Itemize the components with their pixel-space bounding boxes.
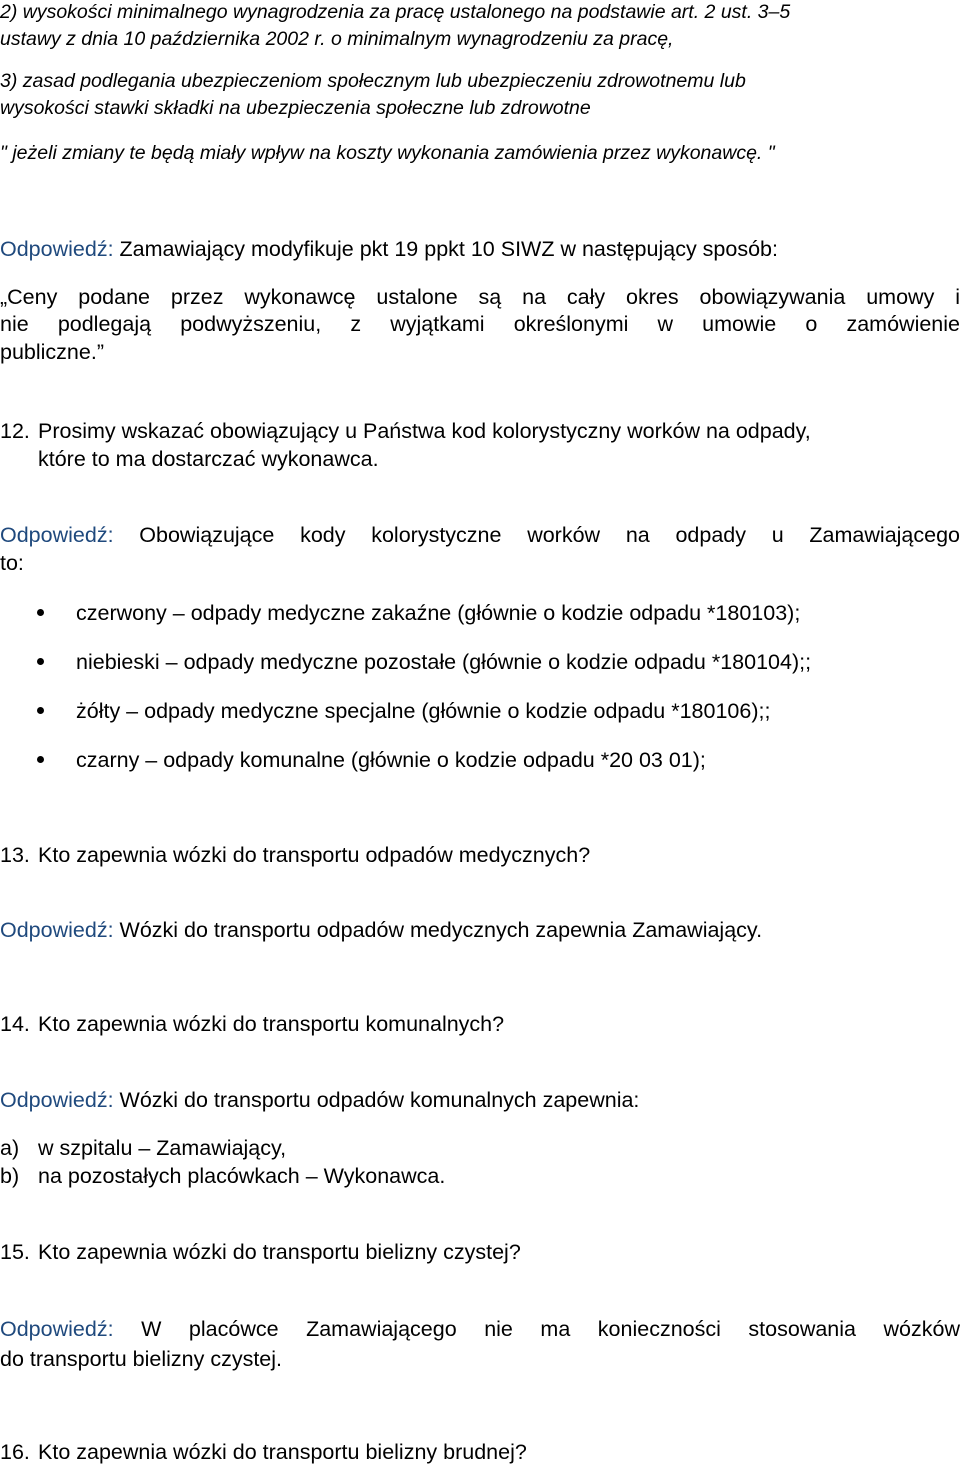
bullet-icon xyxy=(37,756,44,763)
question-14-text: Kto zapewnia wózki do transportu komunalnych? xyxy=(38,1012,505,1036)
list-item-text: czerwony – odpady medyczne zakaźne (głównie o kodzie odpadu *180103); xyxy=(76,601,801,625)
bullet-icon xyxy=(37,707,44,714)
intro-line-5: " jeżeli zmiany te będą miały wpływ na koszty wykonania zamówienia przez wykonawcę. " xyxy=(0,142,775,164)
answer-14 xyxy=(0,1087,960,1113)
intro-line-2: ustawy z dnia 10 października 2002 r. o minimalnym wynagrodzeniu za pracę, xyxy=(0,28,674,50)
list-item-text: żółty – odpady medyczne specjalne (głównie o kodzie odpadu *180106);; xyxy=(76,699,771,723)
answer-label: Odpowiedź: xyxy=(0,237,114,261)
answer-15 xyxy=(0,1316,960,1342)
question-13 xyxy=(0,842,960,868)
list-item xyxy=(0,1135,960,1161)
answer-11-quote-line-2: nie podlegają podwyższeniu, z wyjątkami określonymi w umowie o zamówienie xyxy=(0,312,960,336)
question-15 xyxy=(0,1239,960,1265)
answer-11 xyxy=(0,236,960,262)
answer-15-line-2: do transportu bielizny czystej. xyxy=(0,1347,283,1371)
answer-11-quote-line-3: publiczne.” xyxy=(0,340,104,364)
list-item-text: niebieski – odpady medyczne pozostałe (głównie o kodzie odpadu *180104);; xyxy=(76,650,812,674)
question-16-text: Kto zapewnia wózki do transportu bielizny brudnej? xyxy=(38,1440,527,1464)
list-item xyxy=(0,1163,960,1189)
bullet-icon xyxy=(37,658,44,665)
intro-line-3: 3) zasad podlegania ubezpieczeniom społecznym lub ubezpieczeniu zdrowotnemu lub xyxy=(0,70,746,92)
question-16 xyxy=(0,1439,960,1465)
question-14 xyxy=(0,1011,960,1037)
list-item-letter: a) xyxy=(0,1136,20,1160)
intro-line-1: 2) wysokości minimalnego wynagrodzenia za pracę ustalonego na podstawie art. 2 ust. 3–5 xyxy=(0,1,791,23)
question-number: 12. xyxy=(0,419,30,443)
question-number: 13. xyxy=(0,843,30,867)
answer-12-line-2: to: xyxy=(0,551,24,575)
answer-15-line-1: W placówce Zamawiającego nie ma konieczności stosowania wózków xyxy=(141,1317,960,1341)
list-item-text: w szpitalu – Zamawiający, xyxy=(38,1136,287,1160)
intro-line-4: wysokości stawki składki na ubezpieczenia społeczne lub zdrowotne xyxy=(0,97,591,119)
answer-14-text: Wózki do transportu odpadów komunalnych zapewnia: xyxy=(119,1088,640,1112)
answer-label: Odpowiedź: xyxy=(0,1317,114,1341)
bullet-icon xyxy=(37,609,44,616)
question-number: 16. xyxy=(0,1440,30,1464)
answer-11-text: Zamawiający modyfikuje pkt 19 ppkt 10 SIWZ w następujący sposób: xyxy=(119,237,778,261)
answer-13 xyxy=(0,917,960,943)
answer-label: Odpowiedź: xyxy=(0,523,114,547)
answer-11-quote-line-1: „Ceny podane przez wykonawcę ustalone są na cały okres obowiązywania umowy i xyxy=(0,285,960,309)
list-item-letter: b) xyxy=(0,1164,20,1188)
list-item-text: na pozostałych placówkach – Wykonawca. xyxy=(38,1164,446,1188)
question-number: 15. xyxy=(0,1240,30,1264)
answer-13-text: Wózki do transportu odpadów medycznych zapewnia Zamawiający. xyxy=(119,918,763,942)
list-item-text: czarny – odpady komunalne (głównie o kodzie odpadu *20 03 01); xyxy=(76,748,706,772)
question-15-text: Kto zapewnia wózki do transportu bielizny czystej? xyxy=(38,1240,521,1264)
question-12 xyxy=(0,418,960,444)
question-number: 14. xyxy=(0,1012,30,1036)
question-13-text: Kto zapewnia wózki do transportu odpadów medycznych? xyxy=(38,843,591,867)
answer-12 xyxy=(0,522,960,548)
answer-12-line-1: Obowiązujące kody kolorystyczne worków na odpady u Zamawiającego xyxy=(139,523,960,547)
answer-label: Odpowiedź: xyxy=(0,1088,114,1112)
question-12-line-1: Prosimy wskazać obowiązujący u Państwa kod kolorystyczny worków na odpady, xyxy=(38,419,811,443)
answer-label: Odpowiedź: xyxy=(0,918,114,942)
question-12-line-2: które to ma dostarczać wykonawca. xyxy=(38,447,379,471)
